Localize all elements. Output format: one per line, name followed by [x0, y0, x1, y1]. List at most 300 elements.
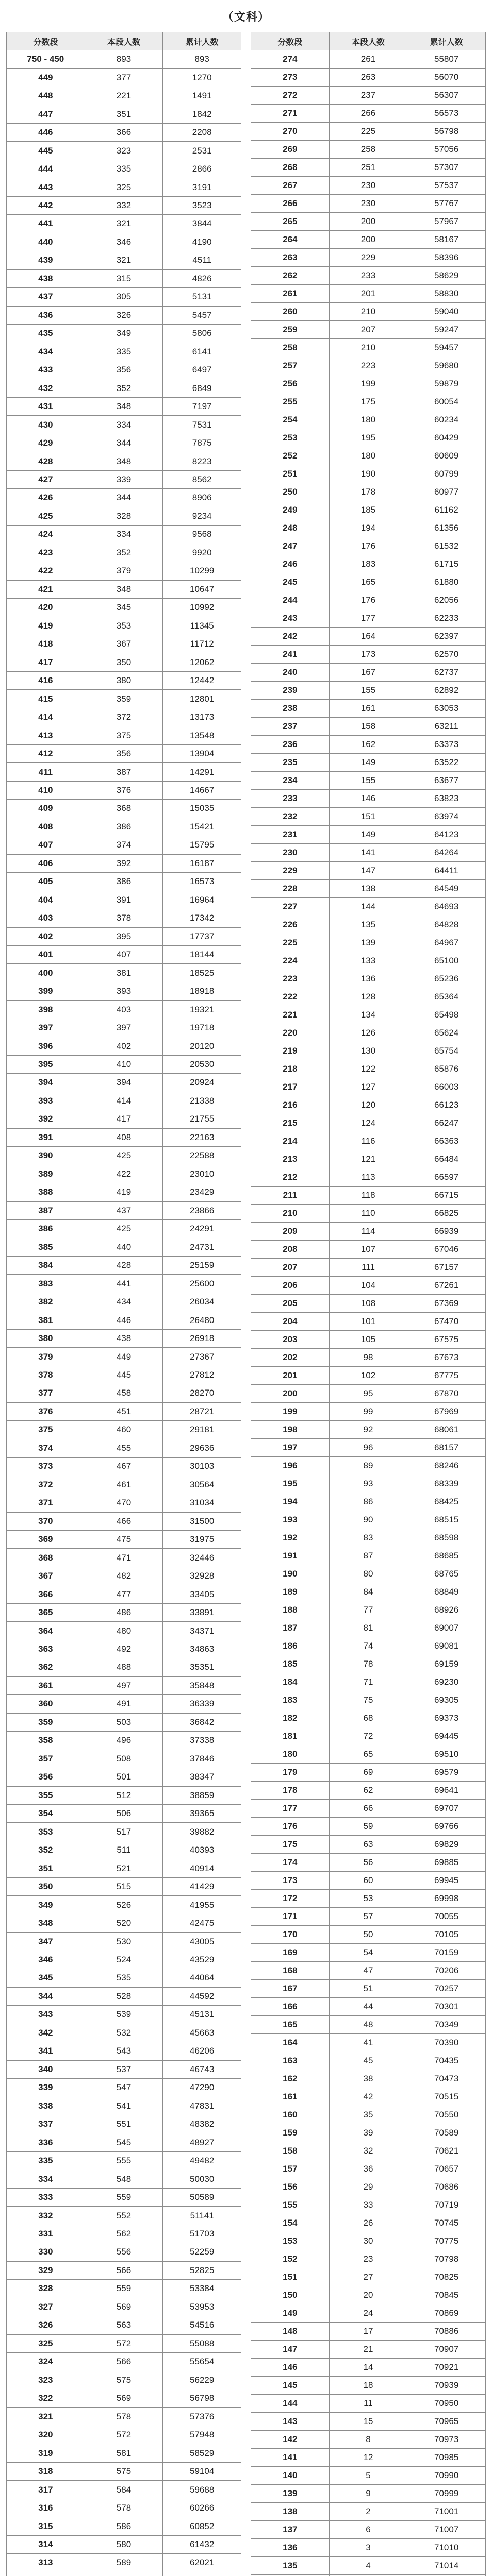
count-cell: 524	[85, 1951, 163, 1969]
table-row	[7, 1201, 241, 1219]
cumulative-cell: 66123	[407, 1096, 486, 1114]
count-cell: 334	[85, 526, 163, 544]
score-cell: 248	[251, 519, 330, 537]
table-row	[7, 2115, 241, 2133]
count-cell: 69	[329, 1764, 407, 1782]
table-row	[251, 1655, 486, 1673]
count-cell: 334	[85, 416, 163, 434]
table-row	[7, 1805, 241, 1823]
table-row	[7, 1713, 241, 1731]
cumulative-cell: 47831	[163, 2097, 241, 2115]
count-cell: 367	[85, 635, 163, 653]
count-cell: 440	[85, 1238, 163, 1256]
score-cell: 409	[7, 800, 85, 818]
count-cell: 535	[85, 1969, 163, 1987]
table-row	[7, 1329, 241, 1347]
score-cell: 195	[251, 1475, 330, 1493]
cumulative-cell: 30564	[163, 1476, 241, 1494]
count-cell: 477	[85, 1585, 163, 1603]
count-cell: 138	[329, 880, 407, 898]
cumulative-cell: 70999	[407, 2485, 486, 2503]
count-cell: 113	[329, 1168, 407, 1187]
cumulative-cell: 20530	[163, 1055, 241, 1073]
score-cell: 220	[251, 1024, 330, 1042]
score-cell: 331	[7, 2225, 85, 2243]
table-row	[251, 2341, 486, 2359]
count-cell: 387	[85, 763, 163, 781]
cumulative-cell: 61880	[407, 573, 486, 591]
table-row	[7, 1421, 241, 1439]
cumulative-cell: 61532	[407, 537, 486, 555]
table-row	[7, 1750, 241, 1768]
cumulative-cell: 66484	[407, 1150, 486, 1168]
table-row	[251, 1998, 486, 2016]
cumulative-cell: 24291	[163, 1220, 241, 1238]
cumulative-cell: 59104	[163, 2462, 241, 2480]
table-row	[251, 2178, 486, 2196]
score-cell: 216	[251, 1096, 330, 1114]
cumulative-cell: 59040	[407, 303, 486, 321]
cumulative-cell: 67261	[407, 1277, 486, 1295]
score-cell: 384	[7, 1256, 85, 1274]
count-cell: 63	[329, 1836, 407, 1854]
score-cell: 168	[251, 1962, 330, 1980]
score-cell: 200	[251, 1385, 330, 1403]
cumulative-cell: 58629	[407, 267, 486, 285]
count-cell: 407	[85, 945, 163, 963]
table-row	[7, 599, 241, 617]
count-cell: 35	[329, 2106, 407, 2124]
cumulative-cell: 69510	[407, 1745, 486, 1764]
score-cell: 230	[251, 844, 330, 862]
score-cell: 328	[7, 2280, 85, 2298]
count-cell: 434	[85, 1293, 163, 1311]
score-cell: 183	[251, 1691, 330, 1709]
cumulative-cell: 60054	[407, 393, 486, 411]
cumulative-cell: 66247	[407, 1114, 486, 1132]
cumulative-cell: 70798	[407, 2250, 486, 2268]
count-cell: 210	[329, 303, 407, 321]
table-row	[7, 1001, 241, 1019]
score-cell: 188	[251, 1601, 330, 1619]
score-cell: 367	[7, 1567, 85, 1585]
count-cell: 42	[329, 2088, 407, 2106]
table-row	[251, 591, 486, 609]
cumulative-cell: 61432	[163, 2535, 241, 2553]
score-cell: 174	[251, 1854, 330, 1872]
table-row	[7, 873, 241, 891]
table-row	[7, 1933, 241, 1951]
count-cell: 517	[85, 1823, 163, 1841]
count-cell: 62	[329, 1782, 407, 1800]
cumulative-cell: 70869	[407, 2304, 486, 2323]
count-cell: 147	[329, 862, 407, 880]
cumulative-cell: 8906	[163, 489, 241, 507]
count-cell: 48	[329, 2016, 407, 2034]
table-row	[7, 1859, 241, 1877]
cumulative-cell: 6141	[163, 343, 241, 361]
table-row	[251, 736, 486, 754]
count-cell: 386	[85, 873, 163, 891]
count-cell: 263	[329, 69, 407, 87]
score-cell: 338	[7, 2097, 85, 2115]
table-row	[7, 2170, 241, 2188]
table-row	[7, 1275, 241, 1293]
score-cell: 194	[251, 1493, 330, 1511]
cumulative-cell: 70206	[407, 1962, 486, 1980]
count-cell: 545	[85, 2133, 163, 2151]
count-cell: 75	[329, 1691, 407, 1709]
score-cell: 347	[7, 1933, 85, 1951]
cumulative-cell: 2866	[163, 160, 241, 178]
score-cell: 234	[251, 772, 330, 790]
table-row	[7, 1512, 241, 1530]
count-cell: 575	[85, 2371, 163, 2389]
score-cell: 241	[251, 646, 330, 664]
table-row	[251, 862, 486, 880]
cumulative-cell: 7197	[163, 397, 241, 415]
table-row	[7, 160, 241, 178]
score-cell: 396	[7, 1037, 85, 1055]
count-cell: 346	[85, 233, 163, 251]
score-cell: 158	[251, 2142, 330, 2160]
cumulative-cell: 70845	[407, 2286, 486, 2304]
count-cell: 84	[329, 1583, 407, 1601]
score-cell: 229	[251, 862, 330, 880]
cumulative-cell: 43529	[163, 1951, 241, 1969]
cumulative-cell: 57767	[407, 195, 486, 213]
cumulative-cell: 69230	[407, 1673, 486, 1691]
count-cell: 559	[85, 2280, 163, 2298]
cumulative-cell: 63211	[407, 718, 486, 736]
score-cell: 381	[7, 1311, 85, 1329]
cumulative-cell: 71010	[407, 2539, 486, 2557]
cumulative-cell: 1270	[163, 69, 241, 87]
count-cell: 176	[329, 591, 407, 609]
cumulative-cell: 63823	[407, 790, 486, 808]
table-row	[7, 927, 241, 945]
score-cell: 449	[7, 69, 85, 87]
score-cell: 209	[251, 1223, 330, 1241]
count-cell: 323	[85, 142, 163, 160]
table-row	[251, 2088, 486, 2106]
cumulative-cell: 48382	[163, 2115, 241, 2133]
cumulative-cell: 60799	[407, 465, 486, 483]
table-row	[251, 682, 486, 700]
cumulative-cell: 70745	[407, 2214, 486, 2232]
count-cell: 376	[85, 781, 163, 799]
table-row	[7, 781, 241, 799]
count-cell: 11	[329, 2395, 407, 2413]
score-cell: 382	[7, 1293, 85, 1311]
score-cell: 170	[251, 1926, 330, 1944]
table-row	[7, 87, 241, 105]
table-row	[251, 952, 486, 970]
table-row	[251, 844, 486, 862]
score-cell: 163	[251, 2052, 330, 2070]
table-row	[251, 2395, 486, 2413]
table-row	[7, 1951, 241, 1969]
table-row	[251, 1691, 486, 1709]
cumulative-cell: 54516	[163, 2316, 241, 2334]
score-cell: 423	[7, 544, 85, 562]
score-cell: 359	[7, 1713, 85, 1731]
table-row	[251, 2359, 486, 2377]
count-cell: 512	[85, 1786, 163, 1804]
count-cell: 251	[329, 159, 407, 177]
table-row	[7, 1476, 241, 1494]
count-cell: 195	[329, 429, 407, 447]
cumulative-cell: 7875	[163, 434, 241, 452]
cumulative-cell: 67046	[407, 1241, 486, 1259]
count-cell: 161	[329, 700, 407, 718]
table-row	[7, 1987, 241, 2005]
count-cell: 207	[329, 321, 407, 339]
table-row	[7, 763, 241, 781]
score-cell: 154	[251, 2214, 330, 2232]
table-row	[7, 2389, 241, 2408]
cumulative-cell: 3844	[163, 215, 241, 233]
table-row	[7, 434, 241, 452]
score-cell: 325	[7, 2334, 85, 2352]
cumulative-cell: 59247	[407, 321, 486, 339]
count-cell: 348	[85, 452, 163, 470]
table-row	[7, 397, 241, 415]
cumulative-cell: 6497	[163, 361, 241, 379]
cumulative-cell: 43005	[163, 1933, 241, 1951]
header-score-range: 分数段	[7, 32, 85, 50]
count-cell: 377	[85, 69, 163, 87]
score-cell: 186	[251, 1637, 330, 1655]
table-row	[7, 1640, 241, 1658]
cumulative-cell: 8223	[163, 452, 241, 470]
cumulative-cell: 70719	[407, 2196, 486, 2214]
score-cell: 418	[7, 635, 85, 653]
count-cell: 359	[85, 690, 163, 708]
count-cell: 470	[85, 1494, 163, 1512]
score-cell: 171	[251, 1908, 330, 1926]
score-cell: 231	[251, 826, 330, 844]
score-cell: 211	[251, 1187, 330, 1205]
score-cell: 205	[251, 1295, 330, 1313]
cumulative-cell: 22163	[163, 1128, 241, 1146]
cumulative-cell: 32928	[163, 1567, 241, 1585]
table-row	[251, 2503, 486, 2521]
score-cell: 332	[7, 2207, 85, 2225]
score-cell: 150	[251, 2286, 330, 2304]
count-cell: 151	[329, 808, 407, 826]
score-cell: 414	[7, 708, 85, 726]
score-cell: 428	[7, 452, 85, 470]
table-row	[251, 970, 486, 988]
count-cell: 92	[329, 1421, 407, 1439]
cumulative-cell: 17737	[163, 927, 241, 945]
count-cell: 352	[85, 379, 163, 397]
count-cell: 57	[329, 1908, 407, 1926]
table-row	[251, 808, 486, 826]
cumulative-cell: 9234	[163, 507, 241, 525]
score-cell: 272	[251, 87, 330, 105]
score-cell: 144	[251, 2395, 330, 2413]
count-cell: 8	[329, 2431, 407, 2449]
cumulative-cell: 65364	[407, 988, 486, 1006]
score-cell: 326	[7, 2316, 85, 2334]
cumulative-cell: 70950	[407, 2395, 486, 2413]
count-cell: 351	[85, 105, 163, 123]
score-cell: 245	[251, 573, 330, 591]
table-row	[7, 2408, 241, 2426]
cumulative-cell: 71001	[407, 2503, 486, 2521]
score-cell: 237	[251, 718, 330, 736]
score-cell: 437	[7, 288, 85, 306]
score-cell: 255	[251, 393, 330, 411]
count-cell: 111	[329, 1259, 407, 1277]
score-cell: 433	[7, 361, 85, 379]
count-cell: 315	[85, 269, 163, 287]
table-row	[251, 790, 486, 808]
count-cell: 526	[85, 1896, 163, 1914]
score-cell: 352	[7, 1841, 85, 1859]
count-cell: 539	[85, 2006, 163, 2024]
score-cell: 346	[7, 1951, 85, 1969]
score-cell: 340	[7, 2060, 85, 2078]
count-cell: 480	[85, 1622, 163, 1640]
count-cell: 562	[85, 2225, 163, 2243]
cumulative-cell: 51703	[163, 2225, 241, 2243]
table-row	[251, 898, 486, 916]
cumulative-cell: 4511	[163, 251, 241, 269]
cumulative-cell: 27367	[163, 1348, 241, 1366]
score-cell: 403	[7, 909, 85, 927]
count-cell: 21	[329, 2341, 407, 2359]
score-cell: 191	[251, 1547, 330, 1565]
cumulative-cell: 47290	[163, 2079, 241, 2097]
cumulative-cell: 38859	[163, 1786, 241, 1804]
cumulative-cell: 48927	[163, 2133, 241, 2151]
count-cell: 45	[329, 2052, 407, 2070]
table-row	[7, 854, 241, 872]
cumulative-cell: 69007	[407, 1619, 486, 1637]
table-row	[251, 1800, 486, 1818]
count-cell: 349	[85, 325, 163, 343]
count-cell: 114	[329, 1223, 407, 1241]
table-row	[7, 1220, 241, 1238]
score-cell: 180	[251, 1745, 330, 1764]
count-cell: 78	[329, 1655, 407, 1673]
table-row	[251, 754, 486, 772]
table-row	[251, 1475, 486, 1493]
score-cell: 344	[7, 1987, 85, 2005]
score-cell: 446	[7, 123, 85, 141]
cumulative-cell: 5131	[163, 288, 241, 306]
table-row	[251, 50, 486, 69]
count-cell: 176	[329, 537, 407, 555]
score-cell: 411	[7, 763, 85, 781]
score-cell: 401	[7, 945, 85, 963]
cumulative-cell: 36339	[163, 1695, 241, 1713]
table-row	[251, 2034, 486, 2052]
score-cell: 369	[7, 1530, 85, 1548]
cumulative-cell: 68926	[407, 1601, 486, 1619]
count-cell: 563	[85, 2316, 163, 2334]
table-row	[7, 945, 241, 963]
cumulative-cell: 58830	[407, 285, 486, 303]
table-row	[251, 1132, 486, 1150]
score-cell: 177	[251, 1800, 330, 1818]
cumulative-cell: 6849	[163, 379, 241, 397]
cumulative-cell: 28721	[163, 1402, 241, 1420]
count-cell: 305	[85, 288, 163, 306]
score-cell: 417	[7, 653, 85, 671]
cumulative-cell: 69998	[407, 1890, 486, 1908]
score-cell: 395	[7, 1055, 85, 1073]
cumulative-cell: 67157	[407, 1259, 486, 1277]
cumulative-cell: 16964	[163, 891, 241, 909]
table-row	[251, 573, 486, 591]
score-cell: 334	[7, 2170, 85, 2188]
score-cell: 147	[251, 2341, 330, 2359]
count-cell: 190	[329, 465, 407, 483]
cumulative-cell: 70159	[407, 1944, 486, 1962]
table-row	[7, 1896, 241, 1914]
score-cell: 372	[7, 1476, 85, 1494]
score-cell: 389	[7, 1165, 85, 1183]
count-cell: 482	[85, 1567, 163, 1585]
table-row	[7, 2243, 241, 2261]
cumulative-cell: 56229	[163, 2371, 241, 2389]
score-cell: 203	[251, 1331, 330, 1349]
table-row	[7, 452, 241, 470]
table-row	[251, 1944, 486, 1962]
score-tables	[0, 32, 492, 2576]
table-row	[7, 361, 241, 379]
score-cell: 145	[251, 2377, 330, 2395]
count-cell: 180	[329, 411, 407, 429]
count-cell: 120	[329, 1096, 407, 1114]
count-cell: 552	[85, 2207, 163, 2225]
score-cell: 377	[7, 1384, 85, 1402]
score-cell: 270	[251, 123, 330, 141]
table-row	[251, 177, 486, 195]
table-row	[7, 1055, 241, 1073]
table-row	[251, 1818, 486, 1836]
score-cell: 374	[7, 1439, 85, 1457]
score-cell: 323	[7, 2371, 85, 2389]
table-row	[7, 1458, 241, 1476]
cumulative-cell: 12801	[163, 690, 241, 708]
score-cell: 353	[7, 1823, 85, 1841]
cumulative-cell: 18144	[163, 945, 241, 963]
table-row	[251, 69, 486, 87]
table-row	[7, 1311, 241, 1329]
cumulative-cell: 8562	[163, 470, 241, 488]
count-cell: 458	[85, 1384, 163, 1402]
count-cell: 475	[85, 1530, 163, 1548]
count-cell: 328	[85, 507, 163, 525]
cumulative-cell: 70907	[407, 2341, 486, 2359]
score-cell: 379	[7, 1348, 85, 1366]
count-cell: 497	[85, 1676, 163, 1694]
count-cell: 348	[85, 397, 163, 415]
score-cell: 441	[7, 215, 85, 233]
count-cell: 17	[329, 2323, 407, 2341]
count-cell: 266	[329, 105, 407, 123]
cumulative-cell: 69081	[407, 1637, 486, 1655]
count-cell: 15	[329, 2413, 407, 2431]
score-cell: 348	[7, 1914, 85, 1932]
table-row	[251, 1042, 486, 1060]
cumulative-cell: 12442	[163, 671, 241, 689]
